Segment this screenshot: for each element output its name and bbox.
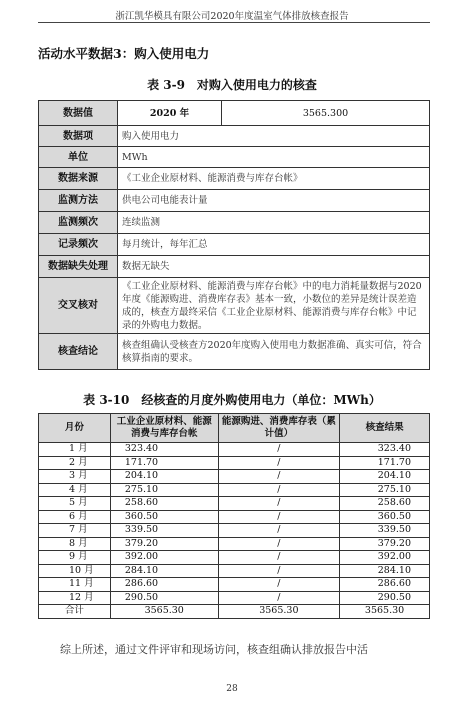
row-label: 数据来源: [39, 168, 118, 190]
result-value: 290.50: [340, 591, 430, 605]
header-rule: [38, 22, 430, 23]
result-value: 275.10: [340, 483, 430, 497]
table-row: [39, 591, 430, 605]
body-paragraph: 综上所述，通过文件评审和现场访问，核查组确认排放报告中活: [60, 643, 368, 656]
total-energy-form: 3565.30: [218, 605, 340, 619]
energy-form-value: /: [218, 591, 340, 605]
row-value: 供电公司电能表计量: [118, 190, 430, 212]
column-header: 工业企业原材料、能源消费与库存台帐: [110, 414, 218, 443]
column-header: 能源购进、消费库存表（累计值）: [218, 414, 340, 443]
month-cell: 5 月: [39, 497, 111, 511]
column-header: 月份: [39, 414, 111, 443]
month-cell: 2 月: [39, 456, 111, 470]
result-value: 323.40: [340, 443, 430, 457]
row-value: 连续监测: [118, 212, 430, 234]
table-row: [39, 190, 430, 212]
row-label: 核查结论: [39, 334, 118, 370]
ledger-value: 379.20: [110, 537, 218, 551]
table-row: [39, 551, 430, 565]
row-label: 数据值: [39, 101, 118, 126]
table1-caption: 表 3-9 对购入使用电力的核查: [147, 78, 317, 92]
table-row: [39, 234, 430, 256]
energy-form-value: /: [218, 443, 340, 457]
result-value: 171.70: [340, 456, 430, 470]
month-cell: 4 月: [39, 483, 111, 497]
table-row: [39, 256, 430, 278]
total-ledger: 3565.30: [110, 605, 218, 619]
ledger-value: 360.50: [110, 510, 218, 524]
result-value: 286.60: [340, 578, 430, 592]
month-cell: 8 月: [39, 537, 111, 551]
energy-form-value: /: [218, 483, 340, 497]
table-row: [39, 443, 430, 457]
table-row: [39, 483, 430, 497]
result-value: 284.10: [340, 564, 430, 578]
data-year: 2020 年: [118, 101, 222, 126]
ledger-value: 339.50: [110, 524, 218, 538]
page-header: 浙江凯华模具有限公司2020年度温室气体排放核查报告: [115, 11, 349, 22]
table-row: [39, 510, 430, 524]
row-value: 购入使用电力: [118, 126, 430, 147]
ledger-value: 392.00: [110, 551, 218, 565]
table-header-row: [39, 414, 430, 443]
table-row: [39, 537, 430, 551]
table2-caption: 表 3-10 经核查的月度外购使用电力（单位：MWh）: [83, 393, 381, 407]
energy-form-value: /: [218, 470, 340, 484]
total-label: 合计: [39, 605, 111, 619]
month-cell: 9 月: [39, 551, 111, 565]
energy-form-value: /: [218, 564, 340, 578]
ledger-value: 204.10: [110, 470, 218, 484]
table-row: [39, 212, 430, 234]
table-row: [39, 470, 430, 484]
row-value: MWh: [118, 147, 430, 168]
energy-form-value: /: [218, 578, 340, 592]
result-value: 258.60: [340, 497, 430, 511]
row-label: 数据项: [39, 126, 118, 147]
result-value: 392.00: [340, 551, 430, 565]
row-value: 《工业企业原材料、能源消费与库存台帐》: [118, 168, 430, 190]
row-value: 核查组确认受核查方2020年度购入使用电力数据准确、真实可信，符合核算指南的要求。: [118, 334, 430, 370]
table-row: [39, 456, 430, 470]
month-cell: 7 月: [39, 524, 111, 538]
table-row: [39, 278, 430, 334]
table-row: [39, 126, 430, 147]
table-row: [39, 564, 430, 578]
monthly-electricity-table: [38, 413, 430, 619]
energy-form-value: /: [218, 510, 340, 524]
row-value: 每月统计，每年汇总: [118, 234, 430, 256]
table-row: [39, 168, 430, 190]
row-label: 监测方法: [39, 190, 118, 212]
ledger-value: 323.40: [110, 443, 218, 457]
result-value: 379.20: [340, 537, 430, 551]
row-label: 数据缺失处理: [39, 256, 118, 278]
month-cell: 6 月: [39, 510, 111, 524]
table-row: [39, 578, 430, 592]
verification-table: [38, 100, 430, 370]
ledger-value: 275.10: [110, 483, 218, 497]
table-row: [39, 497, 430, 511]
month-cell: 11 月: [39, 578, 111, 592]
result-value: 360.50: [340, 510, 430, 524]
energy-form-value: /: [218, 551, 340, 565]
table-row: [39, 147, 430, 168]
total-result: 3565.30: [340, 605, 430, 619]
row-label: 交叉核对: [39, 278, 118, 334]
page-number: 28: [226, 684, 238, 694]
result-value: 204.10: [340, 470, 430, 484]
section-heading: 活动水平数据3：购入使用电力: [38, 46, 210, 61]
month-cell: 12 月: [39, 591, 111, 605]
ledger-value: 171.70: [110, 456, 218, 470]
ledger-value: 290.50: [110, 591, 218, 605]
energy-form-value: /: [218, 497, 340, 511]
row-label: 监测频次: [39, 212, 118, 234]
ledger-value: 286.60: [110, 578, 218, 592]
result-value: 339.50: [340, 524, 430, 538]
row-label: 记录频次: [39, 234, 118, 256]
energy-form-value: /: [218, 537, 340, 551]
total-row: [39, 605, 430, 619]
table-row: [39, 101, 430, 126]
month-cell: 10 月: [39, 564, 111, 578]
month-cell: 3 月: [39, 470, 111, 484]
row-value: 《工业企业原材料、能源消费与库存台帐》中的电力消耗量数据与2020年度《能源购进、消费库存表》基本一致，小数位的差异是统计误差造成的，核查方最终采信《工业企业原材料、能源消费与库存台帐》中记录的外购电力数据。: [118, 278, 430, 334]
table-row: [39, 334, 430, 370]
energy-form-value: /: [218, 456, 340, 470]
ledger-value: 258.60: [110, 497, 218, 511]
data-value: 3565.300: [222, 101, 430, 126]
row-value: 数据无缺失: [118, 256, 430, 278]
row-label: 单位: [39, 147, 118, 168]
ledger-value: 284.10: [110, 564, 218, 578]
table-row: [39, 524, 430, 538]
column-header: 核查结果: [340, 414, 430, 443]
energy-form-value: /: [218, 524, 340, 538]
month-cell: 1 月: [39, 443, 111, 457]
